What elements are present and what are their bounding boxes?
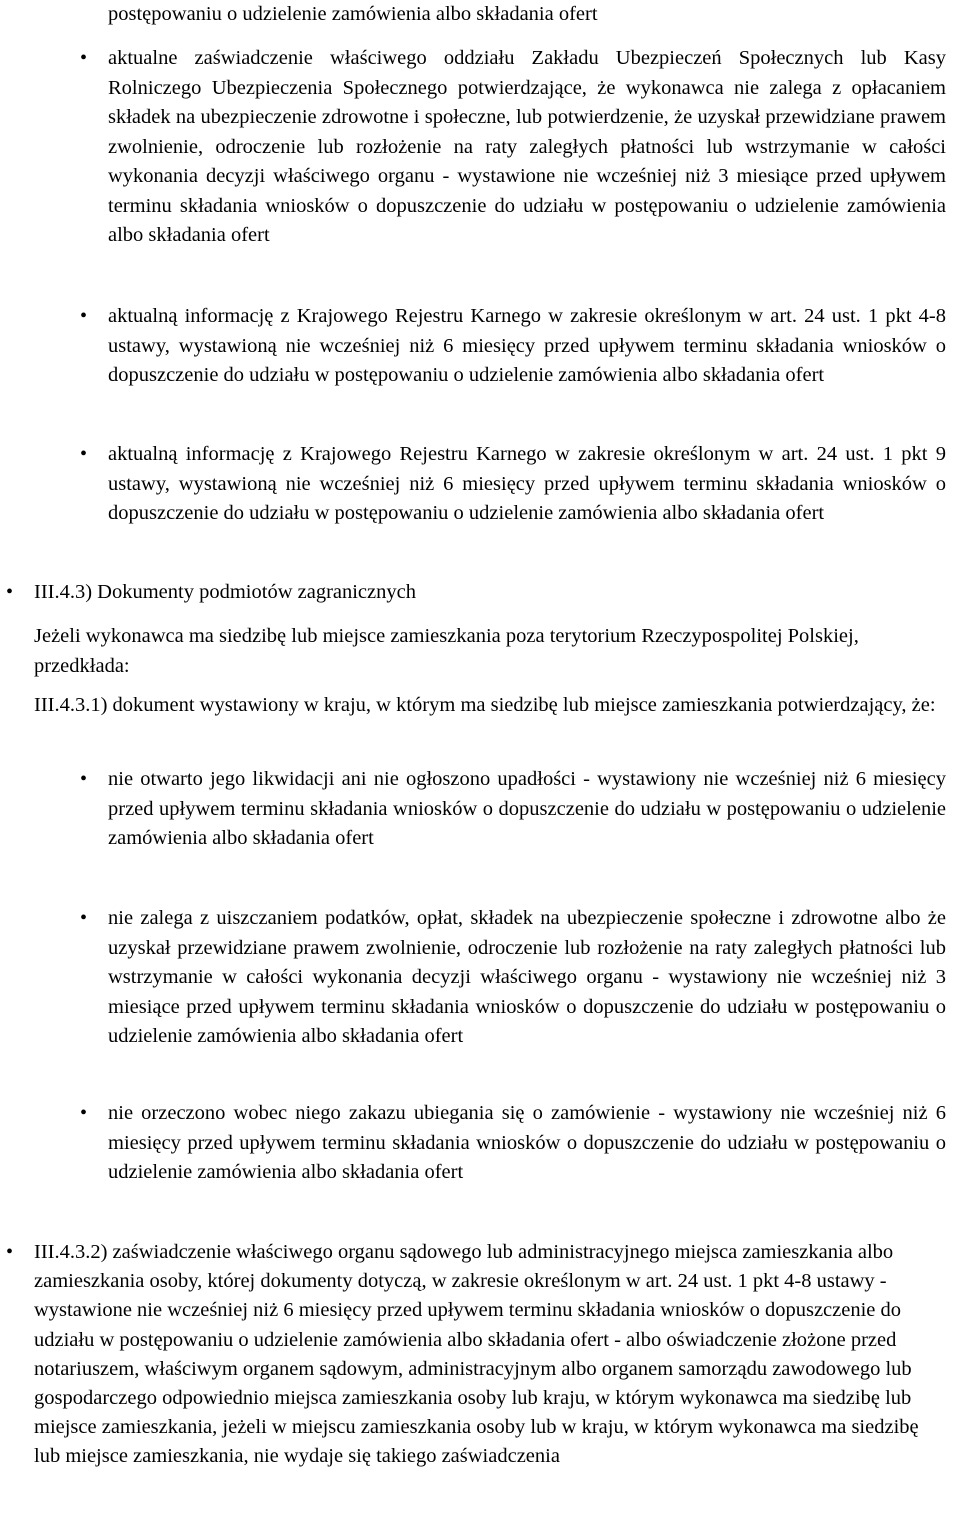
sub-heading: III.4.3.1) dokument wystawiony w kraju, w którym ma siedzibę lub miejsce zamieszkania potwierdzający, że:	[34, 694, 936, 716]
section-heading: III.4.3) Dokumenty podmiotów zagranicznych	[34, 581, 416, 603]
list-item: aktualne zaświadczenie właściwego oddziału Zakładu Ubezpieczeń Społecznych lub Kasy Rolniczego Ubezpieczenia Społecznego potwierdzające, że wykonawca nie zalega z opłacaniem składek na ubezpieczenie zdrowotne i społeczne, lub potwierdzenie, że uzyskał przewidziane prawem zwolnienie, odroczenie lub rozłożenie na raty zaległych płatności lub wstrzymanie w całości wykonania decyzji właściwego organu - wystawione nie wcześniej niż 3 miesiące przed upływem terminu składania wniosków o dopuszczenie do udziału w postępowaniu o udzielenie zamówienia albo składania ofert	[108, 47, 946, 246]
bullet-dot: •	[6, 1241, 14, 1263]
bullet-dot: •	[80, 768, 88, 790]
bullet-dot: •	[80, 1102, 88, 1124]
bullet-dot: •	[80, 907, 88, 929]
bullet-dot: •	[80, 443, 88, 465]
list-item: aktualną informację z Krajowego Rejestru Karnego w zakresie określonym w art. 24 ust. 1 pkt 4-8 ustawy, wystawioną nie wcześniej niż 6 miesięcy przed upływem terminu składania wniosków o dopuszczenie do udziału w postępowaniu o udzielenie zamówienia albo składania ofert	[108, 305, 946, 386]
list-item: nie otwarto jego likwidacji ani nie ogłoszono upadłości - wystawiony nie wcześniej niż 6 miesięcy przed upływem terminu składania wniosków o dopuszczenie do udziału w postępowaniu o udzielenie zamówienia albo składania ofert	[108, 768, 946, 849]
bullet-dot: •	[80, 47, 88, 69]
list-item: nie orzeczono wobec niego zakazu ubiegania się o zamówienie - wystawiony nie wcześniej niż 6 miesięcy przed upływem terminu składania wniosków o dopuszczenie do udziału w postępowaniu o udzielenie zamówienia albo składania ofert	[108, 1102, 946, 1183]
intro-paragraph: Jeżeli wykonawca ma siedzibę lub miejsce zamieszkania poza terytorium Rzeczypospolitej Polskiej, przedkłada:	[34, 625, 859, 677]
paragraph-fragment: postępowaniu o udzielenie zamówienia albo składania ofert	[108, 3, 598, 25]
list-item: aktualną informację z Krajowego Rejestru Karnego w zakresie określonym w art. 24 ust. 1 pkt 9 ustawy, wystawioną nie wcześniej niż 6 miesięcy przed upływem terminu składania wniosków o dopuszczenie do udziału w postępowaniu o udzielenie zamówienia albo składania ofert	[108, 443, 946, 524]
bullet-dot: •	[80, 305, 88, 327]
list-item: nie zalega z uiszczaniem podatków, opłat, składek na ubezpieczenie społeczne i zdrowotne albo że uzyskał przewidziane prawem zwolnienie, odroczenie lub rozłożenie na raty zaległych płatności lub wstrzymanie w całości wykonania decyzji właściwego organu - wystawiony nie wcześniej niż 3 miesiące przed upływem terminu składania wniosków o dopuszczenie do udziału w postępowaniu o udzielenie zamówienia albo składania ofert	[108, 907, 946, 1047]
list-item-last: III.4.3.2) zaświadczenie właściwego organu sądowego lub administracyjnego miejsca zamieszkania albo zamieszkania osoby, której dokumenty dotyczą, w zakresie określonym w art. 24 ust. 1 pkt 4-8 ustawy - wystawione nie wcześniej niż 6 miesięcy przed upływem terminu składania wniosków o dopuszczenie do udziału w postępowaniu o udzielenie zamówienia albo składania ofert - albo oświadczenie złożone przed notariuszem, właściwym organem sądowym, administracyjnym albo organem samorządu zawodowego lub gospodarczego odpowiednio miejsca zamieszkania osoby lub kraju, w którym wykonawca ma siedzibę lub miejsce zamieszkania, jeżeli w miejscu zamieszkania osoby lub w kraju, w którym wykonawca ma siedzibę lub miejsce zamieszkania, nie wydaje się takiego zaświadczenia	[34, 1241, 919, 1468]
bullet-dot: •	[6, 581, 14, 603]
